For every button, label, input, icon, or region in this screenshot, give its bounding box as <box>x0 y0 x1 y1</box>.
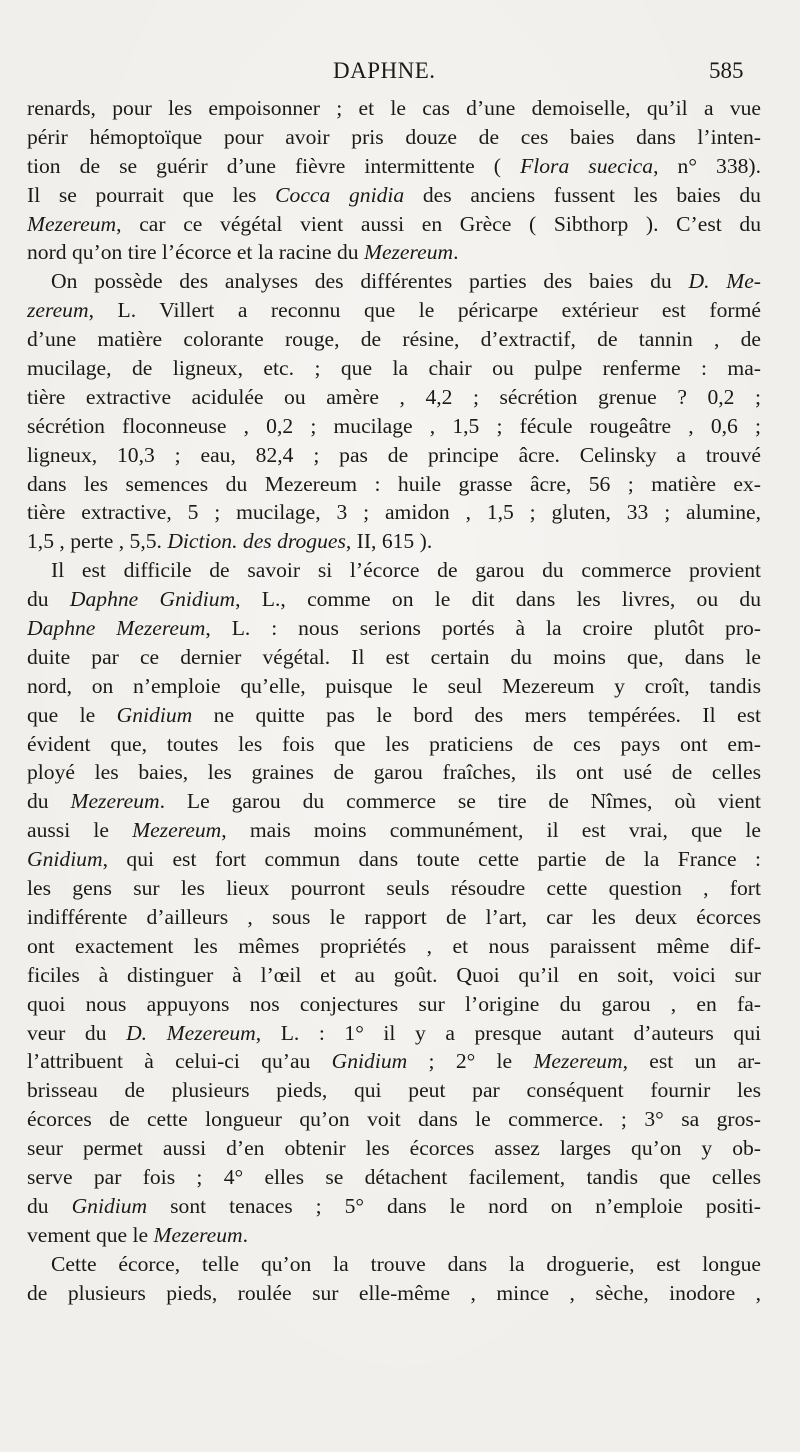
text-segment: 1,5 , perte , 5,5. <box>27 529 168 554</box>
text-segment: Il est difficile de savoir si l’écorce de garou du commerce provient <box>51 558 761 583</box>
text-line <box>27 730 761 759</box>
italic-text: D. Mezereum <box>126 1020 256 1045</box>
text-line <box>27 1250 761 1279</box>
text-segment: que le <box>27 702 117 727</box>
italic-text: zereum <box>27 298 89 323</box>
text-line <box>27 383 761 412</box>
text-line <box>27 845 761 874</box>
text-segment: du <box>27 1193 72 1218</box>
text-line <box>27 874 761 903</box>
text-segment: tière extractive, 5 ; mucilage, 3 ; amidon , 1,5 ; gluten, 33 ; alumine, <box>27 500 761 525</box>
italic-text: Gnidium <box>27 847 103 872</box>
text-segment: . <box>242 1222 249 1247</box>
italic-text: Mezereum <box>153 1222 243 1247</box>
italic-text: Diction. des drogues <box>167 529 346 554</box>
text-segment: Cette écorce, telle qu’on la trouve dans la droguerie, est longue <box>51 1251 761 1276</box>
text-line <box>27 672 761 701</box>
text-segment: On possède des analyses des différentes parties des baies du <box>51 269 689 294</box>
text-segment: de plusieurs pieds, roulée sur elle-même , mince , sèche, inodore , <box>27 1280 761 1305</box>
text-line <box>27 961 761 990</box>
text-line <box>27 701 761 730</box>
text-line <box>27 210 761 239</box>
text-segment: . Le garou du commerce se tire de Nîmes, où vient <box>159 789 761 814</box>
text-segment: périr hémoptoïque pour avoir pris douze de ces baies dans l’inten- <box>27 124 761 149</box>
text-line <box>27 643 761 672</box>
text-line <box>27 267 761 296</box>
text-line <box>27 556 761 585</box>
italic-text: Mezereum <box>70 789 160 814</box>
text-segment: , car ce végétal vient aussi en Grèce ( Sibthorp ). C’est du <box>116 211 761 236</box>
text-segment: veur du <box>27 1020 127 1045</box>
text-segment: , L. Villert a reconnu que le péricarpe extérieur est formé <box>88 298 761 323</box>
text-line <box>27 1163 761 1192</box>
text-line <box>27 1192 761 1221</box>
text-segment: ligneux, 10,3 ; eau, 82,4 ; pas de principe âcre. Celinsky a trouvé <box>27 442 761 467</box>
text-segment: évident que, toutes les fois que les praticiens de ces pays ont em- <box>27 731 761 756</box>
italic-text: Mezereum <box>27 211 117 236</box>
text-segment: duite par ce dernier végétal. Il est certain du moins que, dans le <box>27 644 761 669</box>
text-line <box>27 94 761 123</box>
text-segment: aussi le <box>27 818 133 843</box>
text-segment: quoi nous appuyons nos conjectures sur l’origine du garou , en fa- <box>27 991 761 1016</box>
text-line <box>27 296 761 325</box>
text-segment: l’attribuent à celui-ci qu’au <box>27 1049 332 1074</box>
text-segment: nord, on n’emploie qu’elle, puisque le seul Mezereum y croît, tandis <box>27 673 761 698</box>
text-segment: , L., comme on le dit dans les livres, ou du <box>235 587 761 612</box>
text-segment: indifférente d’ailleurs , sous le rapport de l’art, car les deux écorces <box>27 904 761 929</box>
text-segment: , II, 615 ). <box>345 529 433 554</box>
text-line <box>27 585 761 614</box>
text-segment: serve par fois ; 4° elles se détachent facilement, tandis que celles <box>27 1164 761 1189</box>
text-line <box>27 325 761 354</box>
text-segment: les gens sur les lieux pourront seuls résoudre cette question , fort <box>27 876 761 901</box>
text-segment: , L. : nous serions portés à la croire plutôt pro- <box>205 616 761 641</box>
text-line <box>27 1076 761 1105</box>
text-segment: d’une matière colorante rouge, de résine, d’extractif, de tannin , de <box>27 327 761 352</box>
text-segment: seur permet aussi d’en obtenir les écorces assez larges qu’on y ob- <box>27 1136 761 1161</box>
text-segment: ployé les baies, les graines de garou fraîches, ils ont usé de celles <box>27 760 761 785</box>
page-number: 585 <box>709 58 744 83</box>
text-segment: du <box>27 587 70 612</box>
text-line <box>27 1047 761 1076</box>
text-segment: tion de se guérir d’une fièvre intermittente ( <box>27 153 521 178</box>
text-segment: sécrétion floconneuse , 0,2 ; mucilage , 1,5 ; fécule rougeâtre , 0,6 ; <box>27 413 761 438</box>
text-segment: dans les semences du Mezereum : huile grasse âcre, 56 ; matière ex- <box>27 471 761 496</box>
italic-text: Mezereum <box>132 818 222 843</box>
italic-text: Mezereum <box>533 1049 623 1074</box>
text-segment: écorces de cette longueur qu’on voit dans le commerce. ; 3° sa gros- <box>27 1107 761 1132</box>
text-line <box>27 932 761 961</box>
text-segment: tière extractive acidulée ou amère , 4,2 ; sécrétion grenue ? 0,2 ; <box>27 384 761 409</box>
page-header <box>0 58 800 90</box>
text-segment: Il se pourrait que les <box>27 182 276 207</box>
text-line <box>27 354 761 383</box>
text-line <box>27 1279 761 1308</box>
text-segment: , n° 338). <box>653 153 761 178</box>
text-segment: du <box>27 789 71 814</box>
italic-text: Gnidium <box>331 1049 408 1074</box>
text-line <box>27 498 761 527</box>
text-line <box>27 470 761 499</box>
text-line <box>27 990 761 1019</box>
text-line <box>27 816 761 845</box>
running-head: DAPHNE. <box>333 58 436 83</box>
text-line <box>27 1221 761 1250</box>
text-line <box>27 238 761 267</box>
text-line <box>27 152 761 181</box>
text-segment: , qui est fort commun dans toute cette partie de la France : <box>102 847 761 872</box>
text-line <box>27 758 761 787</box>
italic-text: Daphne Mezereum <box>27 616 206 641</box>
italic-text: Daphne Gnidium <box>69 587 236 612</box>
italic-text: Gnidium <box>116 702 193 727</box>
text-line <box>27 903 761 932</box>
text-segment: ; 2° le <box>407 1049 534 1074</box>
text-segment: nord qu’on tire l’écorce et la racine du <box>27 240 364 265</box>
text-segment: renards, pour les empoisonner ; et le cas d’une demoiselle, qu’il a vue <box>27 96 761 120</box>
text-segment: , est un ar- <box>622 1049 761 1074</box>
italic-text: Gnidium <box>71 1193 148 1218</box>
text-line <box>27 787 761 816</box>
italic-text: Mezereum <box>363 240 454 265</box>
italic-text: Cocca gnidia <box>275 182 405 207</box>
italic-text: Flora suecica <box>520 153 654 178</box>
text-segment: ont exactement les mêmes propriétés , et nous paraissent même dif- <box>27 933 761 958</box>
text-line <box>27 123 761 152</box>
text-line <box>27 527 761 556</box>
text-line <box>27 614 761 643</box>
text-segment: , mais moins communément, il est vrai, que le <box>221 818 761 843</box>
italic-text: D. Me- <box>688 269 761 294</box>
text-segment: ne quitte pas le bord des mers tempérées. Il est <box>192 702 761 727</box>
text-line <box>27 1105 761 1134</box>
text-line <box>27 1134 761 1163</box>
text-segment: . <box>453 240 459 265</box>
text-line <box>27 412 761 441</box>
body-text <box>27 94 761 1307</box>
text-segment: des anciens fussent les baies du <box>404 182 761 207</box>
text-line <box>27 441 761 470</box>
text-segment: vement que le <box>27 1222 154 1247</box>
text-segment: ficiles à distinguer à l’œil et au goût. Quoi qu’il en soit, voici sur <box>27 962 761 987</box>
text-segment: , L. : 1° il y a presque autant d’auteurs qui <box>255 1020 761 1045</box>
text-segment: brisseau de plusieurs pieds, qui peut par conséquent fournir les <box>27 1078 761 1103</box>
text-line <box>27 1019 761 1048</box>
text-line <box>27 181 761 210</box>
text-segment: mucilage, de ligneux, etc. ; que la chair ou pulpe renferme : ma- <box>27 356 761 381</box>
text-segment: sont tenaces ; 5° dans le nord on n’emploie positi- <box>147 1193 761 1218</box>
